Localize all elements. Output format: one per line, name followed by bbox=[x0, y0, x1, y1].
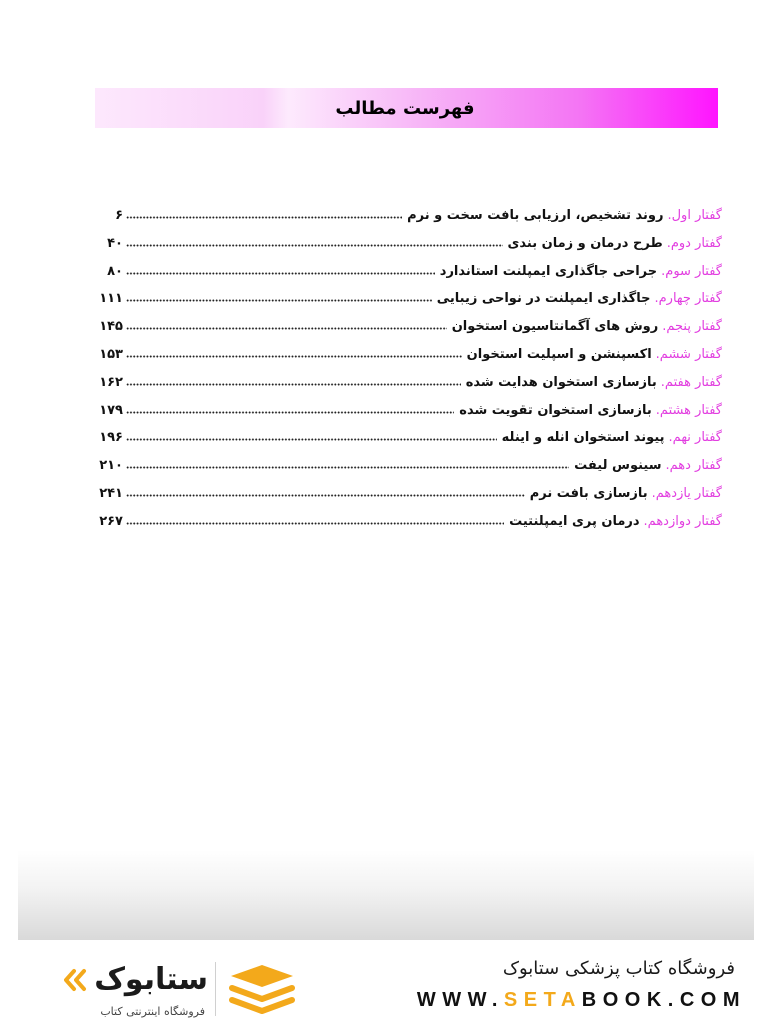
chapter-label: گفتار ششم. bbox=[655, 346, 722, 362]
page-number: ۶ bbox=[115, 208, 123, 223]
chapter-label: گفتار هفتم. bbox=[660, 374, 722, 390]
chapter-title: بازسازی بافت نرم bbox=[529, 485, 648, 501]
logo-wordmark: ستابوک bbox=[94, 962, 208, 997]
toc-entry bbox=[100, 452, 722, 480]
page-number: ۱۱۱ bbox=[99, 291, 123, 307]
chapter-label: گفتار دوازدهم. bbox=[643, 513, 722, 529]
website-url bbox=[417, 988, 746, 1012]
chapter-label: گفتار دهم. bbox=[665, 458, 722, 474]
chapter-label: گفتار نهم. bbox=[668, 430, 722, 446]
dot-leader bbox=[126, 216, 402, 219]
store-logo bbox=[46, 958, 208, 1002]
chapter-label: گفتار اول. bbox=[667, 208, 722, 223]
page-number: ۸۰ bbox=[107, 263, 123, 279]
toc-entry bbox=[100, 480, 722, 508]
toc-entry bbox=[100, 369, 722, 397]
page-number: ۱۶۲ bbox=[99, 374, 123, 390]
dot-leader bbox=[126, 244, 503, 247]
chapter-label: گفتار هشتم. bbox=[655, 402, 722, 418]
stacked-layers-icon bbox=[227, 963, 297, 1015]
page-number: ۲۴۱ bbox=[99, 485, 123, 501]
double-chevron-left-icon bbox=[62, 968, 88, 992]
chapter-label: گفتار چهارم. bbox=[654, 291, 722, 307]
table-of-contents bbox=[100, 202, 722, 536]
chapter-title: بازسازی استخوان هدایت شده bbox=[465, 374, 657, 390]
dot-leader bbox=[126, 272, 435, 275]
dot-leader bbox=[126, 494, 525, 497]
dot-leader bbox=[126, 327, 447, 330]
toc-entry bbox=[100, 285, 722, 313]
dot-leader bbox=[126, 299, 432, 302]
chapter-title: سینوس لیفت bbox=[574, 458, 662, 474]
page-number: ۱۹۶ bbox=[99, 430, 123, 446]
chapter-title: روند تشخیص، ارزیابی بافت سخت و نرم bbox=[407, 208, 664, 223]
dot-leader bbox=[126, 466, 569, 469]
page-number: ۲۶۷ bbox=[99, 513, 123, 529]
page-number: ۲۱۰ bbox=[99, 458, 123, 474]
logo-tagline: فروشگاه اینترنتی کتاب bbox=[100, 1005, 205, 1018]
chapter-label: گفتار پنجم. bbox=[662, 319, 722, 335]
chapter-title: جراحی جاگذاری ایمپلنت استاندارد bbox=[439, 263, 658, 279]
page-number: ۴۰ bbox=[107, 235, 123, 251]
toc-entry bbox=[100, 313, 722, 341]
toc-entry bbox=[100, 202, 722, 230]
page-title: فهرست مطالب bbox=[335, 97, 475, 119]
chapter-title: اکسپنشن و اسپلیت استخوان bbox=[466, 346, 652, 362]
url-prefix: WWW. bbox=[416, 989, 504, 1011]
toc-entry bbox=[100, 258, 722, 286]
page-number: ۱۵۳ bbox=[99, 346, 123, 362]
footer-gradient-band bbox=[18, 850, 754, 940]
chapter-title: روش های آگمانتاسیون استخوان bbox=[451, 319, 659, 335]
store-name: فروشگاه کتاب پزشکی ستابوک bbox=[502, 958, 735, 979]
dot-leader bbox=[126, 522, 504, 525]
toc-header-bar bbox=[95, 88, 718, 128]
chapter-title: بازسازی استخوان تقویت شده bbox=[459, 402, 652, 418]
dot-leader bbox=[126, 411, 454, 414]
chapter-label: گفتار یازدهم. bbox=[651, 485, 722, 501]
chapter-title: طرح درمان و زمان بندی bbox=[507, 235, 663, 251]
chapter-title: پیوند استخوان انله و اینله bbox=[501, 430, 665, 446]
toc-entry bbox=[100, 341, 722, 369]
chapter-label: گفتار سوم. bbox=[661, 263, 722, 279]
footer-divider bbox=[215, 962, 216, 1016]
chapter-title: درمان پری ایمپلنتیت bbox=[509, 513, 640, 529]
toc-entry bbox=[100, 397, 722, 425]
page-number: ۱۷۹ bbox=[99, 402, 123, 418]
dot-leader bbox=[126, 355, 462, 358]
dot-leader bbox=[126, 383, 461, 386]
chapter-label: گفتار دوم. bbox=[666, 235, 722, 251]
toc-entry bbox=[100, 424, 722, 452]
toc-entry bbox=[100, 508, 722, 536]
dot-leader bbox=[126, 438, 497, 441]
chapter-title: جاگذاری ایمپلنت در نواحی زیبایی bbox=[436, 291, 651, 307]
url-suffix: BOOK.COM bbox=[581, 989, 746, 1011]
url-brand: SETA bbox=[503, 989, 582, 1011]
toc-entry bbox=[100, 230, 722, 258]
page-number: ۱۴۵ bbox=[99, 319, 123, 335]
